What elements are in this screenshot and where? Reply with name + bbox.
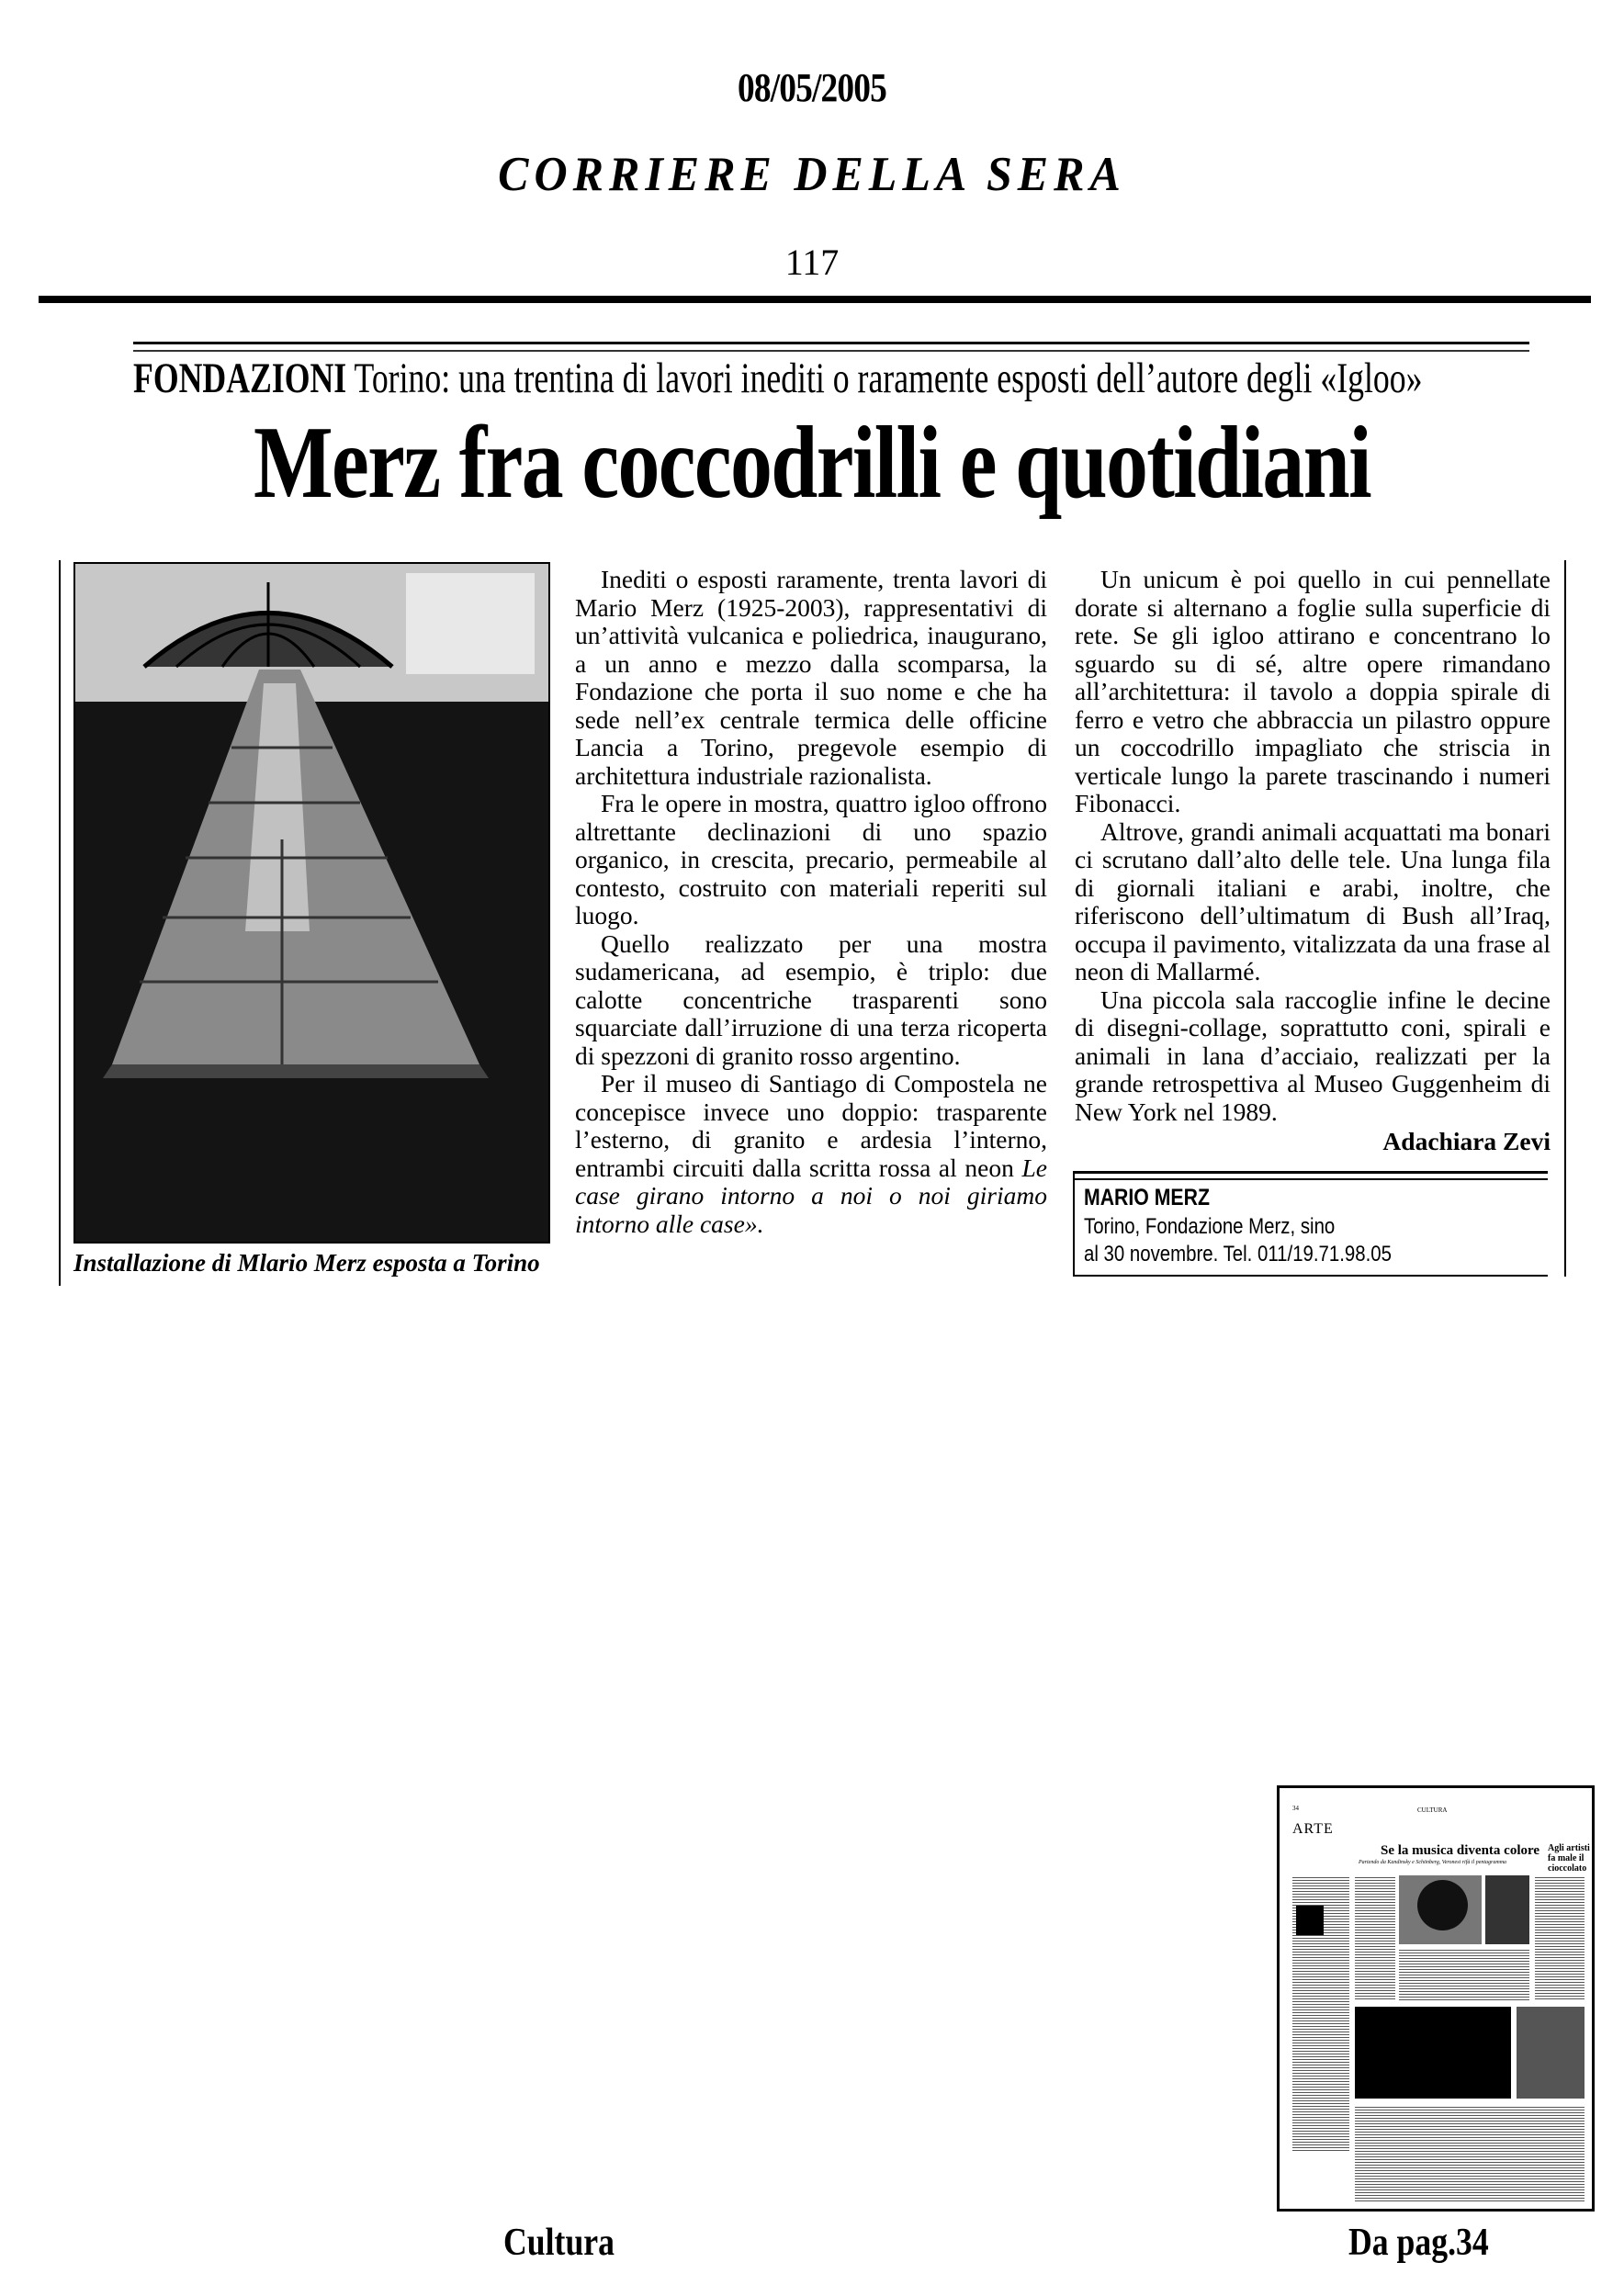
thumb-headline: Se la musica diventa colore — [1381, 1843, 1540, 1858]
footer-section: Cultura — [503, 2222, 615, 2264]
photo-caption: Installazione di Mlario Merz esposta a Torino — [73, 1249, 540, 1277]
thumb-rubric: ARTE — [1292, 1821, 1334, 1837]
article-kicker — [133, 354, 1423, 403]
installation-illustration — [75, 564, 548, 1242]
thumb-photo — [1296, 1906, 1324, 1935]
kicker-rule — [133, 342, 1529, 344]
thumb-text-column — [1355, 1875, 1395, 1999]
thumb-text-block — [1399, 1950, 1529, 2000]
exhibition-infobox — [1073, 1171, 1548, 1277]
footer-source-page: Da pag.34 — [1348, 2222, 1489, 2264]
thumb-page-label: 34 — [1292, 1805, 1299, 1812]
column-rule — [1564, 560, 1566, 1277]
thumb-ad — [1517, 2007, 1585, 2099]
thumb-side-headline: Agli artisti fa male il cioccolato — [1548, 1843, 1590, 1874]
thumb-circle-artwork — [1417, 1880, 1468, 1930]
paragraph: Inediti o esposti raramente, trenta lavori di Mario Merz (1925-2003), rappresentativi di un’attività vulcanica e poliedrica, inaugurano, a un anno e mezzo dalla scomparsa, la Fondazione che porta il suo nome e che ha sede nell’ex centrale termica delle officine Lancia a Torino, pregevole esempio di architettura industriale razionalista. — [575, 565, 1047, 790]
infobox-title: MARIO MERZ — [1084, 1185, 1210, 1210]
paragraph — [575, 1070, 1047, 1238]
thumb-calendar — [1355, 2105, 1585, 2201]
infobox-dates-phone: al 30 novembre. Tel. 011/19.71.98.05 — [1084, 1242, 1392, 1266]
neon-quote: Le case girano intorno a noi o noi giriamo intorno alle case». — [575, 1153, 1047, 1238]
source-page-thumbnail — [1277, 1785, 1595, 2212]
kicker-text: Torino: una trentina di lavori inediti o raramente esposti dell’autore degli «Igloo» — [346, 355, 1423, 402]
article-column-2 — [575, 566, 1047, 1238]
thumb-redacted-ad — [1355, 2007, 1511, 2099]
thumb-subhead: Partendo da Kandinsky e Schönberg, Veronesi rifà il pentagramma — [1359, 1860, 1507, 1865]
kicker-section: FONDAZIONI — [133, 355, 347, 402]
kicker-rule — [133, 350, 1529, 352]
paragraph: Quello realizzato per una mostra sudamericana, ad esempio, è triplo: due calotte concentriche trasparenti sono squarciate dall’irruzione di una terza ricoperta di spezzoni di granito rosso argentino. — [575, 929, 1047, 1070]
paragraph: Una piccola sala raccoglie infine le decine di disegni-collage, soprattutto coni, spirali e animali in lana d’acciaio, realizzati per la grande retrospettiva al Museo Guggenheim di New York nel 1989. — [1075, 985, 1551, 1126]
newspaper-name: CORRIERE DELLA SERA — [498, 146, 1126, 201]
clipping-date: 08/05/2005 — [738, 65, 886, 110]
header-divider — [39, 296, 1591, 303]
article-headline: Merz fra coccodrilli e quotidiani — [253, 406, 1371, 520]
paragraph: Altrove, grandi animali acquattati ma bonari ci scrutano dall’alto delle tele. Una lunga fila di giornali italiani e arabi, inoltre, che riferiscono dell’ultimatum di Bush all’Iraq, occupa il pavimento, vitalizzata da una frase al neon di Mallarmé. — [1075, 816, 1551, 985]
paragraph-text: Per il museo di Santiago di Compostela ne concepisce invece uno doppio: trasparente l’esterno, di granito e ardesia l’interno, entrambi circuiti dalla scritta rossa al neon — [575, 1069, 1047, 1182]
paragraph: Un unicum è poi quello in cui pennellate dorate si alternano a foglie sulla superficie di rete. Se gli igloo attirano e concentrano lo sguardo su di sé, altre opere rimandano all’architettura: il tavolo a doppia spirale di ferro e vetro che abbraccia un pilastro oppure un coccodrillo impagliato che striscia in verticale lungo la parete trascinando i numeri Fibonacci. — [1075, 565, 1551, 817]
article-photo — [73, 562, 550, 1244]
paragraph: Fra le opere in mostra, quattro igloo offrono altrettante declinazioni di uno spazio organico, in crescita, precario, permeabile al contesto, costruito con materiali reperiti sul luogo. — [575, 789, 1047, 929]
column-rule — [59, 560, 61, 1286]
thumb-section: CULTURA — [1417, 1806, 1448, 1814]
infobox-venue: Torino, Fondazione Merz, sino — [1084, 1214, 1336, 1239]
author-byline: Adachiara Zevi — [1382, 1127, 1551, 1155]
article-column-3 — [1075, 566, 1551, 1156]
page-number: 117 — [784, 242, 840, 283]
thumb-portrait — [1485, 1875, 1529, 1944]
thumb-text-column — [1535, 1875, 1585, 1999]
